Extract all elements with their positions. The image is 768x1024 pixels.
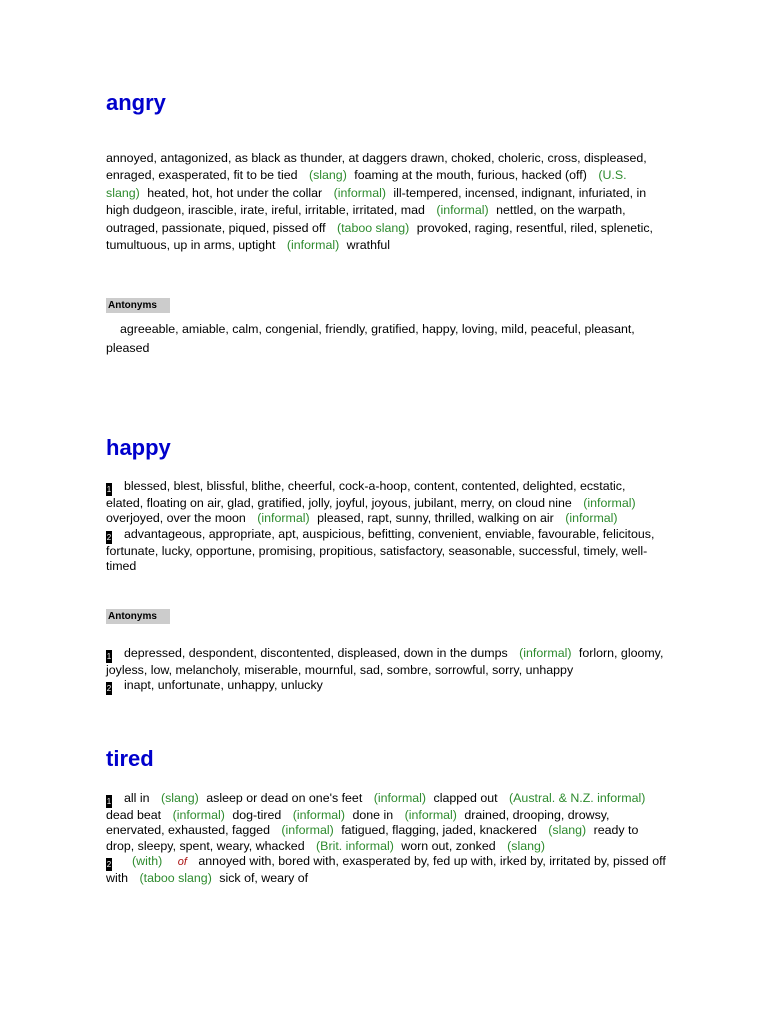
- usage-label: (slang): [160, 791, 199, 805]
- word-list: worn out, zonked: [401, 838, 496, 853]
- word-list: annoyed, antagonized, as black as thunder, at daggers drawn, choked, choleric, cross, displeased, enraged, exasperated, fit to be tied: [106, 151, 647, 183]
- word-list: wrathful: [346, 238, 391, 253]
- word-list: annoyed with, bored with, exasperated by, fed up with, irked by, irritated by, pissed off with: [106, 854, 666, 886]
- usage-label: (informal): [565, 511, 618, 526]
- sense-text: [106, 646, 663, 677]
- antonym-sense-happy-1: [106, 646, 666, 678]
- sense-tired-2: [106, 854, 666, 886]
- word-list: asleep or dead on one's feet: [206, 791, 363, 805]
- word-list: fatigued, flagging, jaded, knackered: [341, 823, 537, 838]
- sense-tired-1: [106, 791, 666, 854]
- usage-label: (slang): [308, 168, 347, 183]
- sense-happy-1: [106, 479, 666, 527]
- word-list: clapped out: [433, 791, 498, 805]
- usage-label: (informal): [404, 808, 457, 822]
- sense-text: [106, 479, 640, 525]
- word-list: foaming at the mouth, furious, hacked (off): [354, 168, 587, 183]
- usage-label: (informal): [286, 238, 340, 253]
- usage-label: (informal): [292, 808, 346, 822]
- word-list: depressed, despondent, discontented, displeased, down in the dumps: [124, 646, 508, 660]
- sense-text: [106, 791, 649, 853]
- senses-tired: [106, 791, 666, 887]
- word-list: heated, hot, hot under the collar: [147, 185, 323, 200]
- word-list: sick of, weary of: [219, 871, 309, 886]
- preposition-marker: of: [177, 856, 187, 869]
- word-list: blessed, blest, blissful, blithe, cheerful, cock-a-hoop, content, contented, delighted, ecstatic, elated, floating on air, glad, gratified, jolly, joyful, joyous, jubilant, merry, on cloud nine: [106, 479, 626, 510]
- word-list: provoked, raging, resentful, riled, splenetic, tumultuous, up in arms, uptight: [106, 220, 654, 253]
- usage-label: (Brit. informal): [316, 838, 394, 853]
- senses-happy: [106, 479, 666, 575]
- sense-number: 1: [106, 652, 112, 661]
- word-list: drained, drooping, drowsy, enervated, exhausted, fagged: [106, 808, 610, 838]
- antonyms-angry: agreeable, amiable, calm, congenial, friendly, gratified, happy, loving, mild, peaceful, pleasant, pleased: [106, 322, 635, 355]
- usage-label: (informal): [333, 185, 386, 200]
- word-list: dog-tired: [232, 808, 282, 822]
- sense-text: [106, 527, 654, 573]
- sense-number: 1: [106, 797, 112, 806]
- sense-number: 2: [106, 860, 112, 870]
- headword-angry: angry: [106, 90, 166, 115]
- usage-label: (informal): [281, 823, 334, 838]
- headword-happy: happy: [106, 435, 171, 460]
- word-list: done in: [352, 808, 394, 822]
- word-list: dead beat: [106, 808, 162, 822]
- antonyms-happy: [106, 646, 666, 695]
- usage-label: (informal): [519, 646, 572, 660]
- sense-number: 2: [106, 684, 112, 694]
- usage-label: (taboo slang): [336, 220, 410, 235]
- sense-text: [106, 854, 666, 885]
- usage-label: (informal): [172, 808, 225, 822]
- word-list: nettled, on the warpath, outraged, passionate, piqued, pissed off: [106, 203, 626, 235]
- sense-number: 2: [106, 532, 112, 542]
- antonyms-label-happy: Antonyms: [106, 609, 170, 624]
- usage-label: (informal): [257, 511, 310, 526]
- word-list: overjoyed, over the moon: [106, 511, 246, 526]
- usage-label: (Austral. & N.Z. informal): [509, 791, 646, 805]
- sense-happy-2: [106, 527, 666, 575]
- headword-tired: tired: [106, 746, 154, 771]
- sense-text: [124, 678, 323, 692]
- word-list: advantageous, appropriate, apt, auspicious, befitting, convenient, enviable, favourable, felicitous, fortunate, lucky, opportune, promising, propitious, satisfactory, seasonable, successful, timely, well-timed: [106, 526, 655, 574]
- word-list: forlorn, gloomy, joyless, low, melancholy, miserable, mournful, sad, sombre, sorrowful, sorry, unhappy: [106, 646, 664, 677]
- usage-label: (informal): [583, 496, 636, 510]
- word-list: ready to drop, sleepy, spent, weary, whacked: [106, 823, 639, 853]
- usage-label: (slang): [548, 823, 587, 838]
- usage-label: (slang): [507, 838, 545, 853]
- antonym-sense-happy-2: [106, 678, 666, 695]
- word-list: pleased, rapt, sunny, thrilled, walking on air: [317, 511, 554, 526]
- synonyms-angry: [106, 150, 666, 254]
- word-list: inapt, unfortunate, unhappy, unlucky: [124, 678, 323, 693]
- usage-label: (with): [132, 854, 163, 869]
- sense-number: 1: [106, 485, 112, 494]
- usage-label: (informal): [373, 791, 427, 805]
- usage-label: (taboo slang): [139, 871, 212, 886]
- word-list: ill-tempered, incensed, indignant, infuriated, in high dudgeon, irascible, irate, ireful, irritable, irritated, mad: [106, 185, 647, 218]
- antonyms-label-angry: Antonyms: [106, 298, 170, 313]
- word-list: all in: [124, 791, 150, 805]
- usage-label: (U.S. slang): [106, 168, 627, 200]
- usage-label: (informal): [436, 203, 489, 218]
